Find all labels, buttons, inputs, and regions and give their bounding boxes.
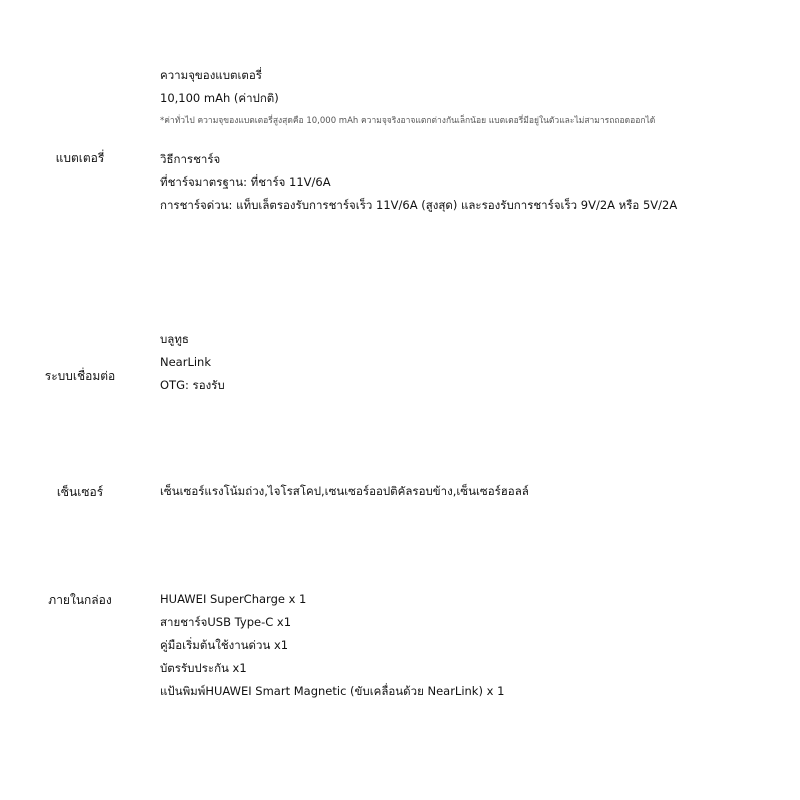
battery-capacity-heading: ความจุของแบตเตอรี่ [160,68,262,82]
in-box-item: คู่มือเริ่มต้นใช้งานด่วน x1 [160,638,289,652]
in-box-values [160,588,790,703]
connectivity-item: OTG: รองรับ [160,378,225,392]
battery-spacer [160,133,790,148]
spec-row-connectivity [0,328,800,400]
connectivity-values [160,328,790,397]
sensor-label: เซ็นเซอร์ [56,485,104,499]
in-box-item: บัตรรับประกัน x1 [160,661,247,675]
battery-charging-fast: การชาร์จด่วน: แท็บเล็ตรองรับการชาร์จเร็ว 11V/6A (สูงสุด) และรองรับการชาร์จเร็ว 9V/2A หรือ 5V/2A [160,198,678,212]
sensor-values [160,480,790,503]
spec-row-in-box [0,588,800,708]
in-box-item: แป้นพิมพ์HUAWEI Smart Magnetic (ขับเคลื่อนด้วย NearLink) x 1 [160,684,505,698]
in-box-item: สายชาร์จUSB Type-C x1 [160,615,292,629]
connectivity-label: ระบบเชื่อมต่อ [44,369,116,383]
battery-label: แบตเตอรี่ [55,151,105,165]
in-box-item: HUAWEI SuperCharge x 1 [160,592,307,606]
connectivity-item: NearLink [160,355,212,369]
in-box-label: ภายในกล่อง [48,593,112,607]
battery-charging-standard: ที่ชาร์จมาตรฐาน: ที่ชาร์จ 11V/6A [160,175,331,189]
connectivity-item: บลูทูธ [160,332,189,346]
battery-charging-heading: วิธีการชาร์จ [160,152,221,166]
battery-capacity-note: *ค่าทั่วไป ความจุของแบตเตอรี่สูงสุดคือ 10,000 mAh ความจุจริงอาจแตกต่างกันเล็กน้อย แบตเตอรี่มีอยู่ในตัวและไม่สามารถถอดออกได้ [160,116,656,126]
battery-capacity-value: 10,100 mAh (ค่าปกติ) [160,91,279,105]
spec-row-battery [0,64,800,228]
spec-row-sensor [0,480,800,504]
battery-values [160,64,790,217]
sensor-value: เซ็นเซอร์แรงโน้มถ่วง,ไจโรสโคป,เซนเซอร์ออปติคัลรอบข้าง,เซ็นเซอร์ฮอลล์ [160,484,529,498]
